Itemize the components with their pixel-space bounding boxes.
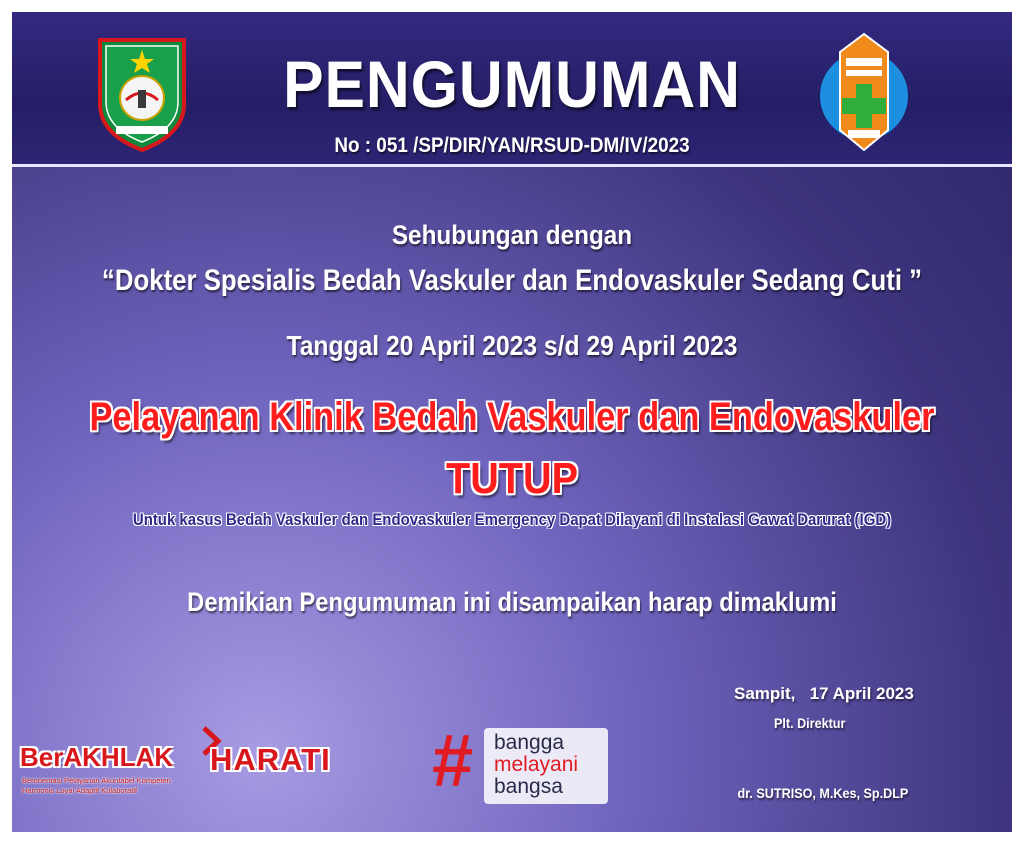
bangga-text-1: bangga <box>494 731 565 754</box>
harati-wordmark: HARATI <box>210 742 331 777</box>
hashtag-icon: # <box>432 719 474 802</box>
bangga-text-3: bangsa <box>494 775 563 798</box>
bangga-text-2: melayani <box>494 753 579 776</box>
header-divider <box>12 164 1012 167</box>
signature-role: Plt. Direktur <box>773 715 846 731</box>
announcement-poster <box>12 12 1012 832</box>
berakhlak-wordmark: BerAKHLAK <box>20 742 174 772</box>
reason-text: “Dokter Spesialis Bedah Vaskuler dan Endovaskuler Sedang Cuti ” <box>101 264 923 297</box>
signature-place-date: Sampit, 17 April 2023 <box>734 684 914 703</box>
bangga-melayani-bangsa-logo <box>432 719 622 814</box>
service-heading: Pelayanan Klinik Bedah Vaskuler dan Endovaskuler <box>89 395 935 439</box>
intro-text: Sehubungan dengan <box>391 220 633 250</box>
page-title: PENGUMUMAN <box>283 47 741 121</box>
closed-notice: TUTUP <box>446 454 578 503</box>
berakhlak-tagline-1: Berorientasi Pelayanan Akuntabel Kompeten <box>22 776 171 785</box>
berakhlak-tagline-2: Harmonis Loyal Adaptif Kolaboratif <box>22 786 138 795</box>
closing-text: Demikian Pengumuman ini disampaikan harap dimaklumi <box>187 587 837 617</box>
berakhlak-harati-logo <box>20 724 370 814</box>
date-range-text: Tanggal 20 April 2023 s/d 29 April 2023 <box>286 330 738 361</box>
emergency-note: Untuk kasus Bedah Vaskuler dan Endovaskuler Emergency Dapat Dilayani di Instalasi Gawat Darurat (IGD) <box>132 510 892 529</box>
announcement-number: No : 051 /SP/DIR/YAN/RSUD-DM/IV/2023 <box>334 134 690 157</box>
signature-name: dr. SUTRISO, M.Kes, Sp.DLP <box>737 785 909 801</box>
